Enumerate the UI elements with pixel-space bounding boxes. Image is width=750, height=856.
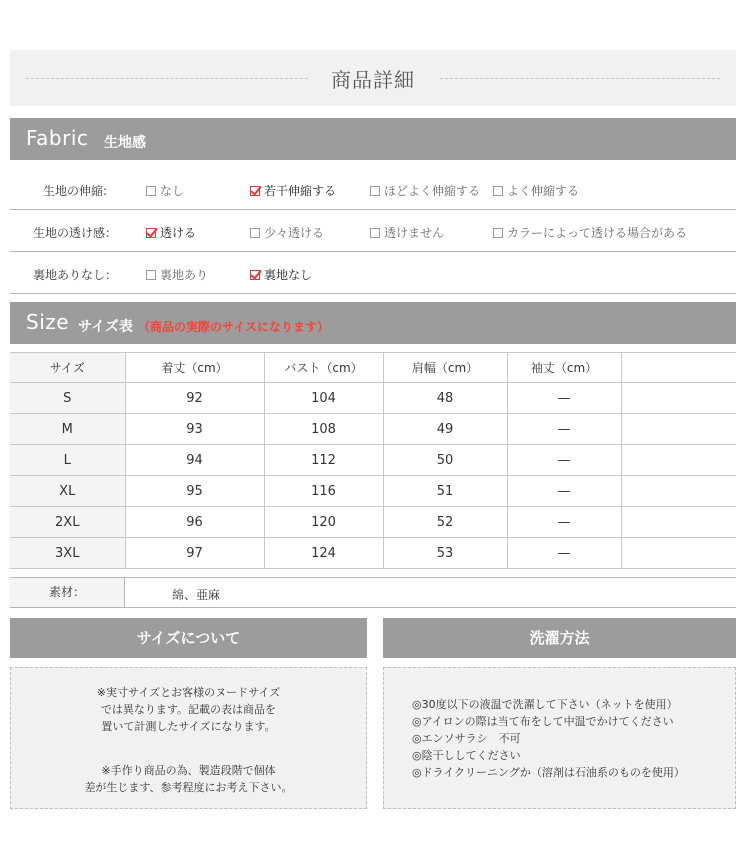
option-item	[370, 224, 444, 241]
title-band	[10, 50, 736, 106]
fabric-row-label: 生地の伸縮:	[42, 184, 108, 198]
table-cell: 104	[264, 383, 383, 414]
fabric-row-lining	[10, 252, 736, 294]
checkbox-checked-icon	[146, 228, 156, 238]
washing-line: ◎アイロンの際は当て布をして中温でかけてください	[412, 715, 674, 728]
table-cell: 3XL	[10, 538, 125, 569]
option-label: 少々透ける	[264, 226, 325, 240]
table-header-cell: 着丈（cm）	[125, 353, 264, 383]
checkbox-icon	[146, 186, 156, 196]
table-cell: 2XL	[10, 507, 125, 538]
option-label: 若干伸縮する	[264, 184, 337, 198]
washing-box	[383, 667, 736, 809]
material-row	[10, 577, 736, 608]
checkbox-icon	[493, 228, 503, 238]
about-size-line: ※手作り商品の為、製造段階で個体	[101, 764, 276, 777]
size-note: （商品の実際のサイスになります）	[138, 320, 330, 334]
fabric-row-stretch	[10, 168, 736, 210]
table-row	[10, 383, 736, 414]
table-cell	[621, 414, 736, 445]
table-header-cell: 肩幅（cm）	[383, 353, 507, 383]
washing-line: ◎ドライクリーニングか（溶剤は石油系のものを使用）	[412, 766, 685, 779]
table-cell: —	[507, 414, 621, 445]
size-table	[10, 352, 736, 569]
checkbox-checked-icon	[250, 270, 260, 280]
table-cell: —	[507, 476, 621, 507]
washing-line: ◎エンソサラシ 不可	[412, 732, 521, 745]
option-item	[250, 266, 312, 283]
table-cell: 48	[383, 383, 507, 414]
table-header-cell: バスト（cm）	[264, 353, 383, 383]
option-label: なし	[160, 184, 185, 198]
option-item	[370, 182, 480, 199]
checkbox-icon	[370, 228, 380, 238]
table-header-cell	[621, 353, 736, 383]
about-size-line: ※実寸サイズとお客様のヌードサイズ	[96, 686, 281, 699]
table-cell: 108	[264, 414, 383, 445]
option-label: 透ける	[160, 226, 197, 240]
table-cell: 52	[383, 507, 507, 538]
table-cell	[621, 383, 736, 414]
table-cell: —	[507, 445, 621, 476]
table-cell: L	[10, 445, 125, 476]
table-cell: 51	[383, 476, 507, 507]
washing-line: ◎陰干ししてください	[412, 749, 521, 762]
checkbox-icon	[493, 186, 503, 196]
fabric-row-label: 生地の透け感：	[32, 226, 117, 240]
option-label: よく伸縮する	[507, 184, 580, 198]
size-heading-en: Size	[26, 310, 70, 334]
table-header-cell: サイズ	[10, 353, 125, 383]
option-item	[250, 182, 336, 199]
option-item	[146, 266, 208, 283]
table-row	[10, 414, 736, 445]
page-title: 商品詳細	[331, 68, 415, 92]
fabric-row-sheer	[10, 210, 736, 252]
fabric-row-label: 裏地ありなし：	[32, 268, 117, 282]
table-header-cell: 袖丈（cm）	[507, 353, 621, 383]
table-cell: 116	[264, 476, 383, 507]
about-size-line: 置いて計測したサイズになります。	[101, 720, 276, 733]
table-cell: 92	[125, 383, 264, 414]
checkbox-icon	[250, 228, 260, 238]
table-cell: 112	[264, 445, 383, 476]
size-header	[10, 302, 736, 344]
material-value: 綿、亜麻	[172, 588, 221, 602]
option-label: 裏地あり	[160, 268, 209, 282]
table-cell: XL	[10, 476, 125, 507]
table-row	[10, 507, 736, 538]
table-cell: 97	[125, 538, 264, 569]
washing-header: 洗濯方法	[383, 618, 736, 658]
option-item	[250, 224, 324, 241]
material-label: 素材：	[10, 578, 125, 607]
about-size-box	[10, 667, 367, 809]
option-item	[146, 224, 196, 241]
size-heading-ja: サイズ表	[78, 319, 133, 335]
table-cell: —	[507, 538, 621, 569]
table-row	[10, 476, 736, 507]
table-row	[10, 445, 736, 476]
table-cell: 95	[125, 476, 264, 507]
table-cell: 96	[125, 507, 264, 538]
table-cell: —	[507, 507, 621, 538]
fabric-heading-ja: 生地感	[104, 135, 146, 151]
checkbox-icon	[146, 270, 156, 280]
table-row	[10, 538, 736, 569]
fabric-heading-en: Fabric	[26, 126, 89, 150]
table-cell: 94	[125, 445, 264, 476]
option-item	[493, 224, 687, 241]
table-cell	[621, 445, 736, 476]
table-cell: 49	[383, 414, 507, 445]
option-label: カラーによって透ける場合がある	[507, 226, 688, 240]
table-header-row	[10, 353, 736, 383]
option-label: 裏地なし	[264, 268, 313, 282]
table-cell: 53	[383, 538, 507, 569]
table-cell: 120	[264, 507, 383, 538]
table-cell	[621, 538, 736, 569]
table-cell	[621, 507, 736, 538]
table-cell: 50	[383, 445, 507, 476]
about-size-line: では異なります。記載の表は商品を	[100, 703, 277, 716]
option-item	[493, 182, 579, 199]
table-cell: M	[10, 414, 125, 445]
fabric-header	[10, 118, 736, 160]
washing-line: ◎30度以下の液温で洗濯して下さい（ネットを使用）	[412, 698, 678, 711]
about-size-header: サイズについて	[10, 618, 367, 658]
option-label: 透けません	[384, 226, 445, 240]
title-divider-right	[440, 78, 720, 79]
table-cell	[621, 476, 736, 507]
about-size-line: 差が生じます、参考程度にお考え下さい。	[84, 781, 293, 794]
checkbox-icon	[370, 186, 380, 196]
table-cell: 93	[125, 414, 264, 445]
table-cell: S	[10, 383, 125, 414]
table-cell: —	[507, 383, 621, 414]
table-cell: 124	[264, 538, 383, 569]
option-item	[146, 182, 184, 199]
option-label: ほどよく伸縮する	[384, 184, 481, 198]
checkbox-checked-icon	[250, 186, 260, 196]
